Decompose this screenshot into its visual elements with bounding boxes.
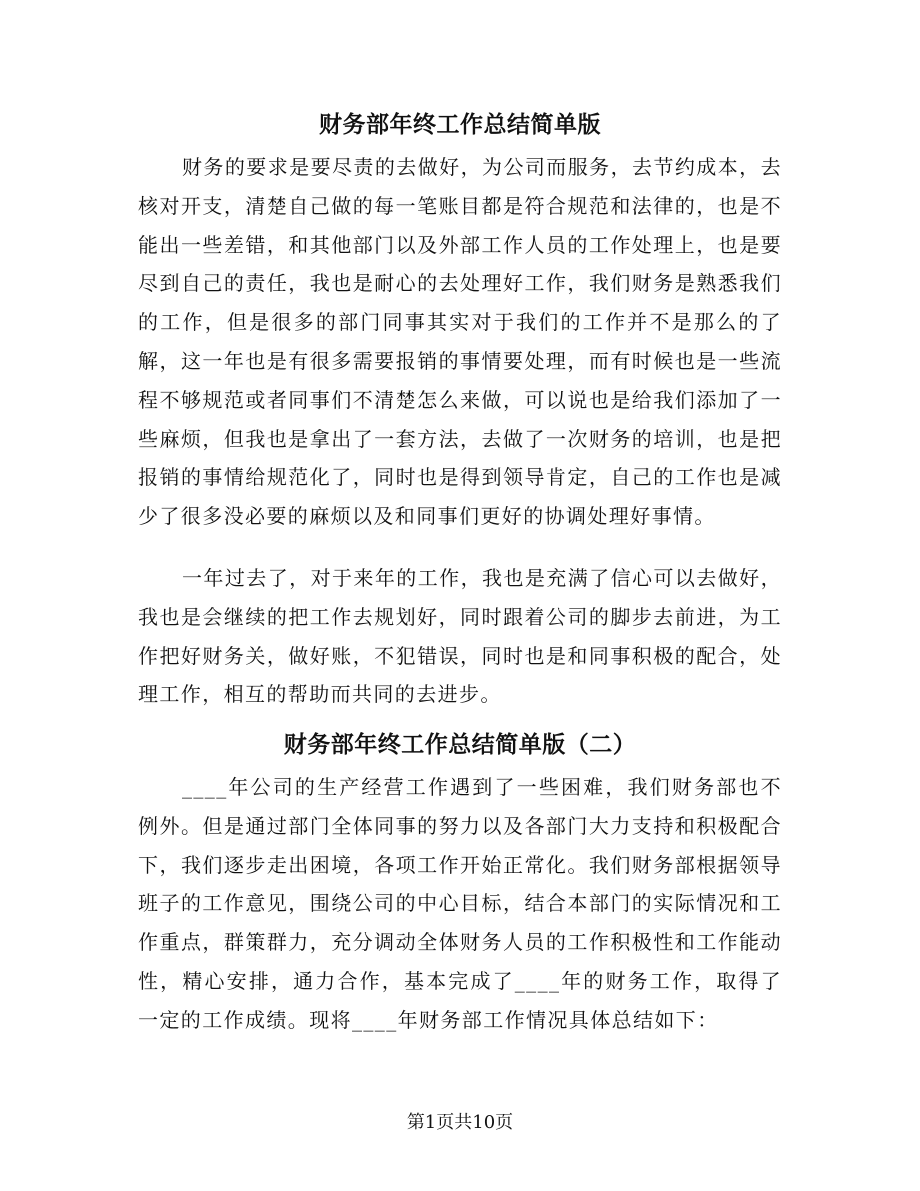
section-title: 财务部年终工作总结简单版（二） [283,732,637,758]
body-paragraph: 一年过去了，对于来年的工作，我也是充满了信心可以去做好，我也是会继续的把工作去规划好，同时跟着公司的脚步去前进，为工作把好财务关，做好账，不犯错误，同时也是和同事积极的配合，处理工作，相互的帮助而共同的去进步。 [138,566,782,707]
page-number-footer: 第1页共10页 [406,1112,514,1133]
body-paragraph: 财务的要求是要尽责的去做好，为公司而服务，去节约成本，去核对开支，清楚自己做的每一笔账目都是符合规范和法律的，也是不能出一些差错，和其他部门以及外部工作人员的工作处理上，也是要尽到自己的责任，我也是耐心的去处理好工作，我们财务是熟悉我们的工作，但是很多的部门同事其实对于我们的工作并不是那么的了解，这一年也是有很多需要报销的事情要处理，而有时候也是一些流程不够规范或者同事们不清楚怎么来做，可以说也是给我们添加了一些麻烦，但我也是拿出了一套方法，去做了一次财务的培训，也是把报销的事情给规范化了，同时也是得到领导肯定，自己的工作也是减少了很多没必要的麻烦以及和同事们更好的协调处理好事情。 [138,155,782,529]
section-title: 财务部年终工作总结简单版 [319,112,601,138]
body-paragraph: ____年公司的生产经营工作遇到了一些困难，我们财务部也不例外。但是通过部门全体同事的努力以及各部门大力支持和积极配合下，我们逐步走出困境，各项工作开始正常化。我们财务部根据领导班子的工作意见，围绕公司的中心目标，结合本部门的实际情况和工作重点，群策群力，充分调动全体财务人员的工作积极性和工作能动性，精心安排，通力合作，基本完成了____年的财务工作，取得了一定的工作成绩。现将____年财务部工作情况具体总结如下： [138,775,782,1032]
